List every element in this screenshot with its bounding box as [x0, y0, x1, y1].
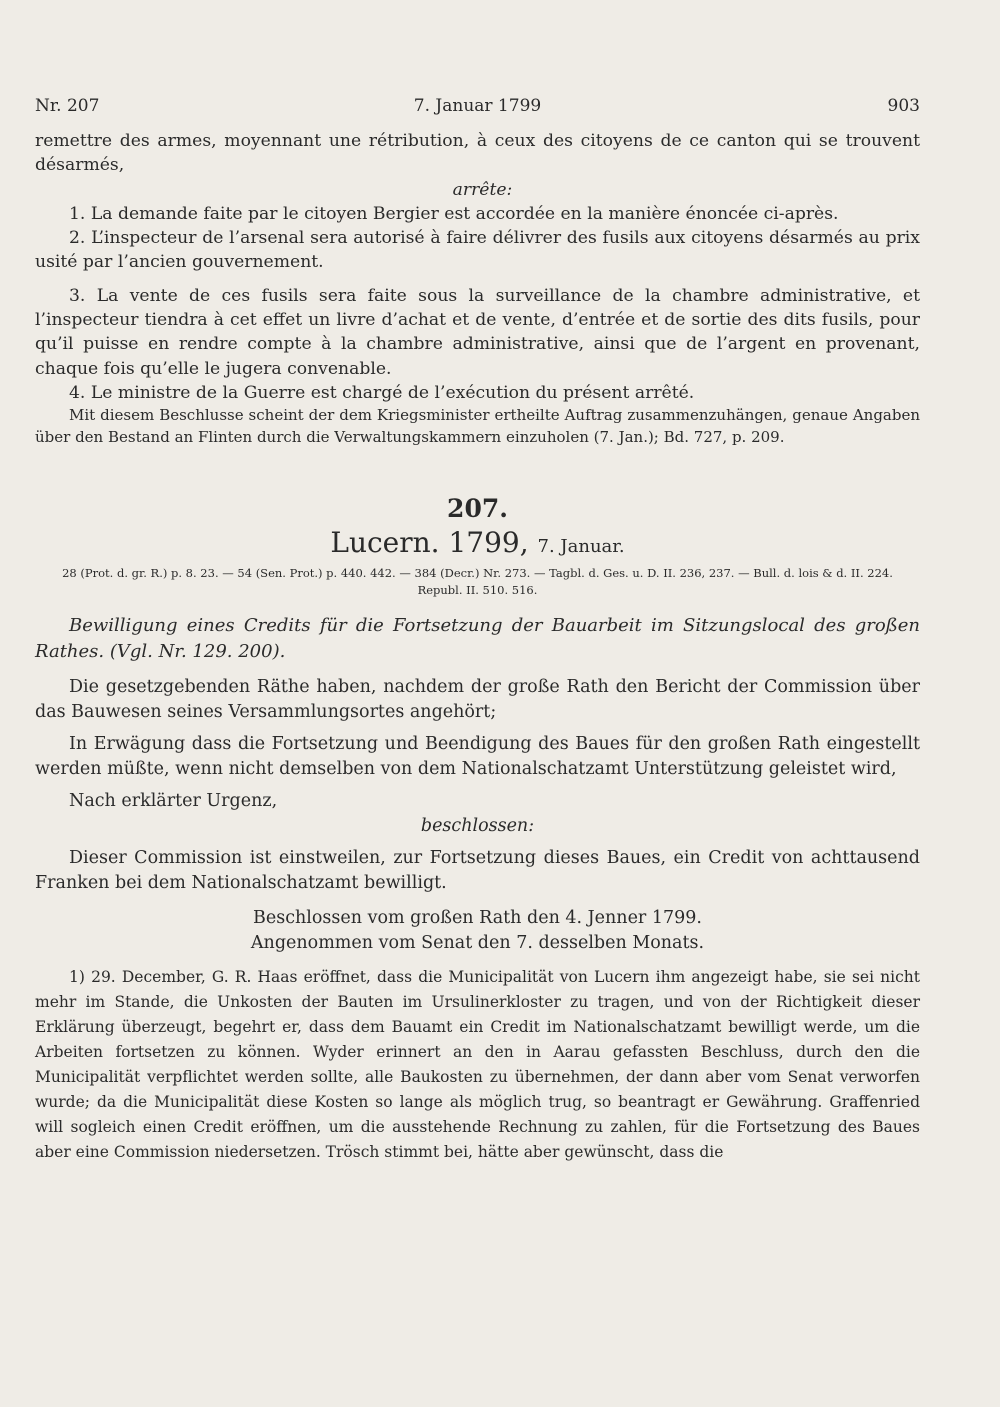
entry-date: 7. Januar.	[537, 536, 625, 558]
entry-place: Lucern.	[330, 526, 440, 560]
article-2: 2. L’inspecteur de l’arsenal sera autorisé à faire délivrer des fusils aux citoyens désarmés au prix usité par l’ancien gouvernement.	[35, 228, 920, 273]
page-body	[35, 129, 920, 1165]
prev-paragraph: remettre des armes, moyennant une rétribution, à ceux des citoyens de ce canton qui se trouvent désarmés,	[35, 131, 920, 176]
page-header	[35, 96, 920, 120]
header-page-number: 903	[887, 96, 920, 116]
refs-line-2: Republ. II. 510. 516.	[417, 583, 538, 598]
article-3: 3. La vente de ces fusils sera faite sous la surveillance de la chambre administrative, et l’inspecteur tiendra à cet effet un livre d’achat et de vente, d’entrée et de sortie des dits fusils, pour qu’il puisse en rendre compte à la chambre administrative, ainsi que de l’argent en provenant, chaque fois qu’elle le jugera convenable.	[35, 285, 920, 379]
footnote-marker: 1)	[69, 968, 85, 987]
entry-paragraph-2: In Erwägung dass die Fortsetzung und Beendigung des Baues für den großen Rath eingestellt werden müßte, wenn nicht demselben von dem Nationalschatzamt Unterstützung geleistet wird,	[35, 734, 920, 779]
entry-paragraph-4: Dieser Commission ist einstweilen, zur Fortsetzung dieses Baues, ein Credit von achttausend Franken bei dem Nationalschatzamt bewilligt.	[35, 848, 920, 893]
entry-paragraph-1: Die gesetzgebenden Räthe haben, nachdem der große Rath den Bericht der Commission über das Bauwesen seines Versammlungsortes angehört;	[35, 677, 920, 722]
header-doc-number: Nr. 207	[35, 96, 100, 116]
footnote	[35, 965, 920, 1165]
entry-year: 1799,	[448, 526, 529, 560]
article-1: 1. La demande faite par le citoyen Bergier est accordée en la manière énoncée ci-après.	[69, 203, 839, 224]
closing-line-2: Angenommen vom Senat den 7. desselben Monats.	[250, 932, 705, 953]
header-date: 7. Januar 1799	[413, 96, 542, 116]
beschlossen-heading: beschlossen:	[420, 815, 535, 836]
article-4: 4. Le ministre de la Guerre est chargé de l’exécution du présent arrêté.	[69, 382, 695, 403]
refs-line-1: 28 (Prot. d. gr. R.) p. 8. 23. — 54 (Sen. Prot.) p. 440. 442. — 384 (Decr.) Nr. 273. — Tagbl. d. Ges. u. D. II. 236, 237. — Bull. d. lois & d. II. 224.	[62, 566, 893, 581]
entry-number: 207.	[447, 494, 508, 524]
closing-line-1: Beschlossen vom großen Rath den 4. Jenner 1799.	[253, 908, 702, 929]
entry-paragraph-3: Nach erklärter Urgenz,	[69, 791, 278, 812]
footnote-text: 29. December, G. R. Haas eröffnet, dass die Municipalität von Lucern ihm angezeigt habe, sie sei nicht mehr im Stande, die Unkosten der Bauten im Ursulinerkloster zu tragen, und von der Richtigkeit dieser Erklärung überzeugt, begehrt er, dass dem Bauamt ein Credit im Nationalschatzamt bewilligt werde, um die Arbeiten fortsetzen zu können. Wyder erinnert an den in Aarau gefassten Beschluss, durch den die Municipalität verpflichtet werden sollte, alle Baukosten zu übernehmen, der dann aber vom Senat verworfen wurde; da die Municipalität diese Kosten so lange als möglich trug, so beantragt er Gewährung. Graffenried will sogleich einen Credit eröffnen, um die ausstehende Rechnung zu zahlen, für die Fortsetzung des Baues aber eine Commission niedersetzen. Trösch stimmt bei, hätte aber gewünscht, dass die	[35, 968, 921, 1162]
entry-subject: Bewilligung eines Credits für die Fortsetzung der Bauarbeit im Sitzungslocal des großen Rathes. (Vgl. Nr. 129. 200).	[35, 615, 920, 662]
editorial-note: Mit diesem Beschlusse scheint der dem Kriegsminister ertheilte Auftrag zusammenzuhängen, genaue Angaben über den Bestand an Flinten durch die Verwaltungskammern einzuholen (7. Jan.); Bd. 727, p. 209.	[35, 406, 920, 446]
entry-title	[35, 526, 920, 564]
arrete-heading: arrête:	[452, 179, 513, 200]
source-references	[35, 565, 920, 599]
